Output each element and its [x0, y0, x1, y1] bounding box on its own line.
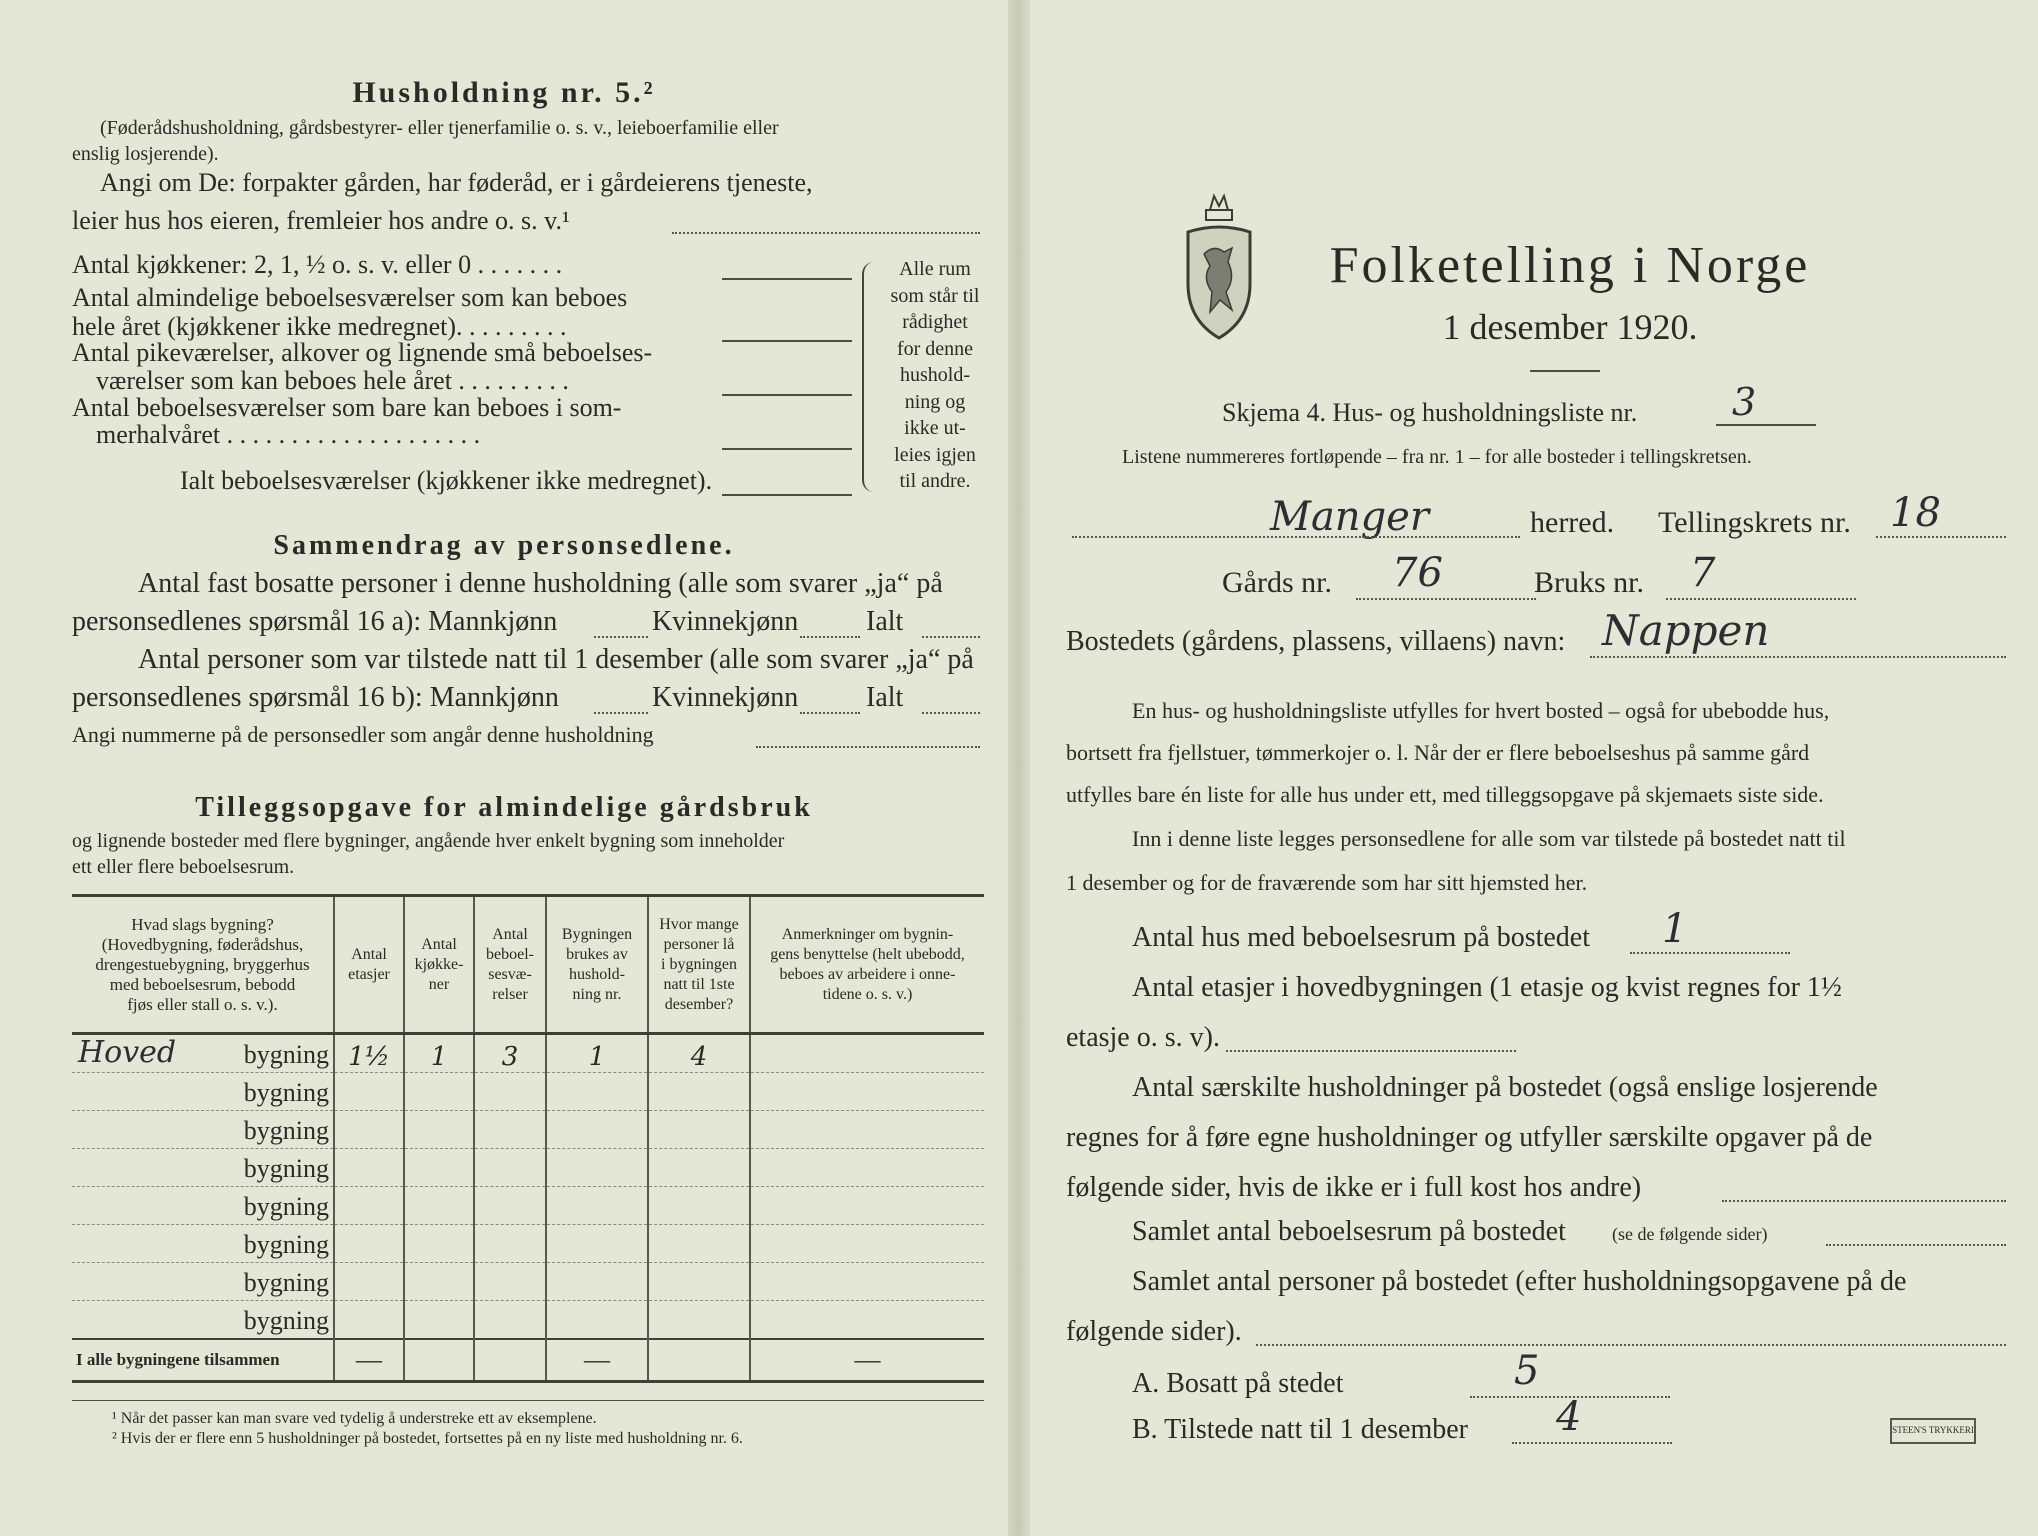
building-personer-cell [648, 1263, 750, 1301]
building-kjokken-cell [404, 1263, 474, 1301]
building-husholdning-cell [546, 1301, 648, 1340]
info1-line3: utfylles bare én liste for alle hus under ett, med tilleggsopgave på skjemaets siste side. [1066, 782, 1824, 807]
hus-line [1630, 952, 1790, 954]
building-vaerelser-cell [474, 1263, 546, 1301]
rooms-line-5: værelser som kan beboes hele året . . . . . . . . . [96, 366, 569, 395]
skjema-nr-value: 3 [1732, 380, 1757, 424]
total-kjokken [404, 1339, 474, 1382]
building-vaerelser-cell [474, 1187, 546, 1225]
rooms-total-answer [722, 494, 852, 496]
building-etasjer-cell [334, 1187, 404, 1225]
total-personer [648, 1339, 750, 1382]
info1-line2: bortsett fra fjellstuer, tømmerkojer o. l. Når der er flere beboelseshus på samme gård [1066, 740, 1810, 765]
bosatt-value: 5 [1514, 1348, 1540, 1394]
brace-note-line: til andre. [899, 470, 971, 492]
sarskilte-line3: følgende sider, hvis de ikke er i full kost hos andre) [1066, 1172, 1642, 1203]
building-etasjer-cell [334, 1149, 404, 1187]
form-title: Folketelling i Norge [1329, 237, 1811, 294]
skjema-nr-line [1716, 424, 1816, 426]
summary-p1-line2b: Kvinnekjønn [652, 606, 799, 637]
footnote-2: ² Hvis der er flere enn 5 husholdninger på bostedet, fortsettes på en ny liste med husholdning nr. 6. [112, 1430, 743, 1447]
total-etasjer: — [334, 1339, 404, 1382]
building-husholdning-cell [546, 1263, 648, 1301]
samlet-pers-line2: følgende sider). [1066, 1316, 1242, 1347]
hus-value: 1 [1662, 906, 1688, 952]
summary-p2-male-answer [594, 712, 648, 714]
building-type-prefix: Hoved [78, 1035, 177, 1070]
building-anm-cell [750, 1301, 984, 1340]
building-kjokken-cell [404, 1149, 474, 1187]
summary-p2-line2c: Ialt [866, 682, 904, 713]
rooms-answer-1 [722, 278, 852, 280]
building-total-row [72, 1339, 984, 1382]
brace-note-line: ning og [904, 390, 966, 413]
tilstede-line [1512, 1442, 1672, 1444]
bosted-value: Nappen [1602, 606, 1770, 655]
rooms-answer-3 [722, 394, 852, 396]
info1-line1: En hus- og husholdningsliste utfylles for hvert bosted – også for ubebodde hus, [1132, 698, 1830, 723]
left-page [0, 0, 1008, 1536]
info2-line2: 1 desember og for de fraværende som har sitt hjemsted her. [1066, 870, 1588, 895]
brace-note-line: leies igjen [894, 443, 976, 466]
gards-value: 76 [1392, 550, 1443, 596]
building-table-header [72, 896, 984, 1034]
bruks-line [1666, 598, 1856, 600]
rooms-total-label: Ialt beboelsesværelser (kjøkkener ikke medregnet). [180, 466, 713, 495]
col-husholdning-text: Bygningen brukes av hushold- ning nr. [561, 925, 633, 1003]
building-type-cell [72, 1034, 334, 1073]
building-husholdning-cell: 1 [546, 1034, 648, 1073]
samlet-rum-line [1826, 1244, 2006, 1246]
rooms-answer-4 [722, 448, 852, 450]
rooms-line-7: merhalvåret . . . . . . . . . . . . . . . . . . . . [96, 420, 481, 449]
building-anm-cell [750, 1225, 984, 1263]
brace-mark [862, 262, 878, 492]
household-title: Husholdning nr. 5.² [352, 76, 656, 109]
brace-note-line: Alle rum [899, 258, 971, 280]
building-etasjer-cell [334, 1073, 404, 1111]
household-note-line1: (Føderådshusholdning, gårdsbestyrer- eller tjenerfamilie o. s. v., leieboerfamilie eller [100, 117, 779, 139]
samlet-pers-line1: Samlet antal personer på bostedet (efter husholdningsopgavene på de [1132, 1266, 1907, 1297]
building-personer-cell: 4 [648, 1034, 750, 1073]
building-husholdning-cell [546, 1187, 648, 1225]
building-table [72, 894, 984, 1383]
summary-p1-line2a: personsedlenes spørsmål 16 a): Mannkjønn [72, 606, 558, 637]
col-vaerelser-text: Antal beboel- sesvæ- relser [486, 925, 534, 1003]
extra-line2: ett eller flere beboelsesrum. [72, 856, 295, 878]
building-kjokken-cell [404, 1187, 474, 1225]
rooms-line-6: Antal beboelsesværelser som bare kan beboes i som- [72, 393, 622, 422]
rooms-answer-2 [722, 340, 852, 342]
rooms-line-4: Antal pikeværelser, alkover og lignende små beboelses- [72, 338, 653, 367]
hus-label: Antal hus med beboelsesrum på bostedet [1132, 922, 1591, 953]
building-husholdning-cell [546, 1073, 648, 1111]
col-vaerelser [474, 896, 546, 1034]
summary-title: Sammendrag av personsedlene. [273, 530, 735, 561]
herred-line [1072, 536, 1520, 538]
building-type-word: bygning [243, 1230, 329, 1259]
printer-stamp: STEEN'S TRYKKERI [1890, 1418, 1976, 1444]
building-personer-cell [648, 1149, 750, 1187]
summary-p1-total-answer [922, 636, 980, 638]
rooms-line-3: hele året (kjøkkener ikke medregnet). . . . . . . . . [72, 312, 567, 341]
building-anm-cell [750, 1187, 984, 1225]
total-husholdning: — [546, 1339, 648, 1382]
building-etasjer-cell [334, 1263, 404, 1301]
col-etasjer-text: Antal etasjer [348, 945, 390, 983]
summary-p2-total-answer [922, 712, 980, 714]
etasjer-line1: Antal etasjer i hovedbygningen (1 etasje og kvist regnes for 1½ [1132, 972, 1842, 1003]
bosted-line [1590, 656, 2006, 658]
sarskilte-line2: regnes for å føre egne husholdninger og utfyller særskilte opgaver på de [1066, 1122, 1873, 1153]
building-type-word: bygning [243, 1040, 329, 1069]
tellingskrets-value: 18 [1890, 490, 1941, 536]
tilstede-value: 4 [1556, 1394, 1582, 1440]
building-type-cell [72, 1111, 334, 1149]
building-type-word: bygning [243, 1154, 329, 1183]
building-anm-cell [750, 1034, 984, 1073]
building-personer-cell [648, 1301, 750, 1340]
summary-p1-line2c: Ialt [866, 606, 904, 637]
building-type-word: bygning [243, 1192, 329, 1221]
building-kjokken-cell [404, 1111, 474, 1149]
summary-p2-line2a: personsedlenes spørsmål 16 b): Mannkjønn [72, 682, 559, 713]
building-etasjer-cell [334, 1111, 404, 1149]
summary-p1-female-answer [800, 636, 860, 638]
extra-title: Tilleggsopgave for almindelige gårdsbruk [195, 792, 813, 823]
tellingskrets-label: Tellingskrets nr. [1658, 506, 1851, 539]
samlet-rum-note: (se de følgende sider) [1612, 1224, 1768, 1244]
total-vaerelser [474, 1339, 546, 1382]
extra-line1: og lignende bosteder med flere bygninger, angående hver enkelt bygning som inneholder [72, 830, 785, 852]
building-type-cell [72, 1301, 334, 1340]
right-page [1030, 0, 2038, 1536]
brace-note-line: rådighet [902, 311, 968, 333]
samlet-rum-label: Samlet antal beboelsesrum på bostedet [1132, 1216, 1566, 1247]
angi-answer-line [672, 232, 980, 234]
building-husholdning-cell [546, 1149, 648, 1187]
household-note-line2: enslig losjerende). [72, 143, 219, 165]
building-husholdning-cell [546, 1111, 648, 1149]
building-row [72, 1034, 984, 1073]
summary-p1-male-answer [594, 636, 648, 638]
building-personer-cell [648, 1073, 750, 1111]
rooms-line-2: Antal almindelige beboelsesværelser som kan beboes [72, 283, 628, 312]
col-personer [648, 896, 750, 1034]
col-building-type-text: Hvad slags bygning? (Hovedbygning, føderådshus, drengestuebygning, bryggerhus med beboelsesrum, bebodd fjøs eller stall o. s. v.). [95, 914, 310, 1014]
summary-p1-line1: Antal fast bosatte personer i denne husholdning (alle som svarer „ja“ på [138, 568, 943, 599]
building-vaerelser-cell [474, 1225, 546, 1263]
building-vaerelser-cell: 3 [474, 1034, 546, 1073]
building-type-cell [72, 1263, 334, 1301]
tilstede-label: B. Tilstede natt til 1 desember [1132, 1414, 1468, 1445]
col-personer-text: Hvor mange personer lå i bygningen natt til 1ste desember? [659, 915, 739, 1013]
bruks-label: Bruks nr. [1534, 566, 1645, 599]
col-kjokken [404, 896, 474, 1034]
info2-line1: Inn i denne liste legges personsedlene for alle som var tilstede på bostedet natt til [1132, 826, 1846, 851]
building-type-word: bygning [243, 1306, 329, 1335]
herred-value: Manger [1270, 494, 1429, 540]
building-etasjer-cell [334, 1301, 404, 1340]
summary-p2-female-answer [800, 712, 860, 714]
sarskilte-line1: Antal særskilte husholdninger på bostedet (også enslige losjerende [1132, 1072, 1878, 1103]
building-table-body [72, 1034, 984, 1340]
col-husholdning [546, 896, 648, 1034]
building-kjokken-cell: 1 [404, 1034, 474, 1073]
col-kjokken-text: Antal kjøkke- ner [414, 935, 464, 993]
building-row [72, 1301, 984, 1340]
building-anm-cell [750, 1149, 984, 1187]
building-anm-cell [750, 1111, 984, 1149]
brace-note-line: ikke ut- [904, 417, 966, 439]
building-husholdning-cell [546, 1225, 648, 1263]
building-type-word: bygning [243, 1116, 329, 1145]
skjema-label: Skjema 4. Hus- og husholdningsliste nr. [1222, 398, 1638, 427]
building-type-cell [72, 1073, 334, 1111]
building-personer-cell [648, 1111, 750, 1149]
bosted-label: Bostedets (gårdens, plassens, villaens) navn: [1066, 626, 1566, 657]
footnote-1: ¹ Når det passer kan man svare ved tydelig å understreke ett av eksemplene. [112, 1410, 597, 1427]
building-personer-cell [648, 1225, 750, 1263]
brace-note-line: som står til [890, 284, 980, 307]
footnote-rule [72, 1400, 984, 1401]
building-etasjer-cell [334, 1225, 404, 1263]
etasjer-line2: etasje o. s. v). [1066, 1022, 1220, 1053]
col-anmerkninger-text: Anmerkninger om bygnin- gens benyttelse (helt ubebodd, beboes av arbeidere i onne- tidene o. s. v.) [770, 925, 965, 1003]
building-row [72, 1263, 984, 1301]
summary-p2-line1: Antal personer som var tilstede natt til 1 desember (alle som svarer „ja“ på [138, 644, 974, 675]
summary-p3-answer [756, 746, 980, 748]
angi-line1: Angi om De: forpakter gården, har føderåd, er i gårdeierens tjeneste, [100, 168, 813, 197]
sarskilte-line [1722, 1200, 2006, 1202]
summary-p2-line2b: Kvinnekjønn [652, 682, 799, 713]
herred-label: herred. [1530, 506, 1615, 539]
building-kjokken-cell [404, 1301, 474, 1340]
angi-line2: leier hus hos eieren, fremleier hos andre o. s. v.¹ [72, 206, 570, 235]
building-type-cell [72, 1225, 334, 1263]
gards-label: Gårds nr. [1222, 566, 1332, 599]
building-row [72, 1149, 984, 1187]
building-etasjer-cell: 1½ [334, 1034, 404, 1073]
rooms-line-1: Antal kjøkkener: 2, 1, ½ o. s. v. eller 0 . . . . . . . [72, 250, 563, 279]
brace-note-line: for denne [896, 337, 974, 360]
building-personer-cell [648, 1187, 750, 1225]
samlet-pers-line [1256, 1344, 2006, 1346]
building-vaerelser-cell [474, 1073, 546, 1111]
col-etasjer [334, 896, 404, 1034]
building-row [72, 1225, 984, 1263]
building-vaerelser-cell [474, 1111, 546, 1149]
brace-note [880, 256, 990, 495]
building-row [72, 1111, 984, 1149]
etasjer-line [1226, 1050, 1516, 1052]
building-vaerelser-cell [474, 1301, 546, 1340]
bosatt-label: A. Bosatt på stedet [1132, 1368, 1344, 1399]
building-type-word: bygning [243, 1078, 329, 1107]
col-building-type [72, 896, 334, 1034]
building-row [72, 1073, 984, 1111]
form-date: 1 desember 1920. [1442, 307, 1698, 347]
building-kjokken-cell [404, 1225, 474, 1263]
total-anmerkninger: — [750, 1339, 984, 1382]
page-fold [1008, 0, 1030, 1536]
total-label: I alle bygningene tilsammen [72, 1339, 334, 1382]
building-vaerelser-cell [474, 1149, 546, 1187]
tellingskrets-line [1876, 536, 2006, 538]
building-anm-cell [750, 1073, 984, 1111]
brace-note-line: hushold- [900, 364, 970, 386]
gards-line [1356, 598, 1536, 600]
building-type-cell [72, 1187, 334, 1225]
building-type-word: bygning [243, 1268, 329, 1297]
building-type-cell [72, 1149, 334, 1187]
building-anm-cell [750, 1263, 984, 1301]
col-anmerkninger [750, 896, 984, 1034]
title-divider [1530, 370, 1600, 372]
building-row [72, 1187, 984, 1225]
building-kjokken-cell [404, 1073, 474, 1111]
listene-note: Listene nummereres fortløpende – fra nr. 1 – for alle bosteder i tellingskretsen. [1122, 446, 1752, 468]
bruks-value: 7 [1690, 550, 1716, 596]
summary-p3: Angi nummerne på de personsedler som angår denne husholdning [72, 722, 654, 747]
